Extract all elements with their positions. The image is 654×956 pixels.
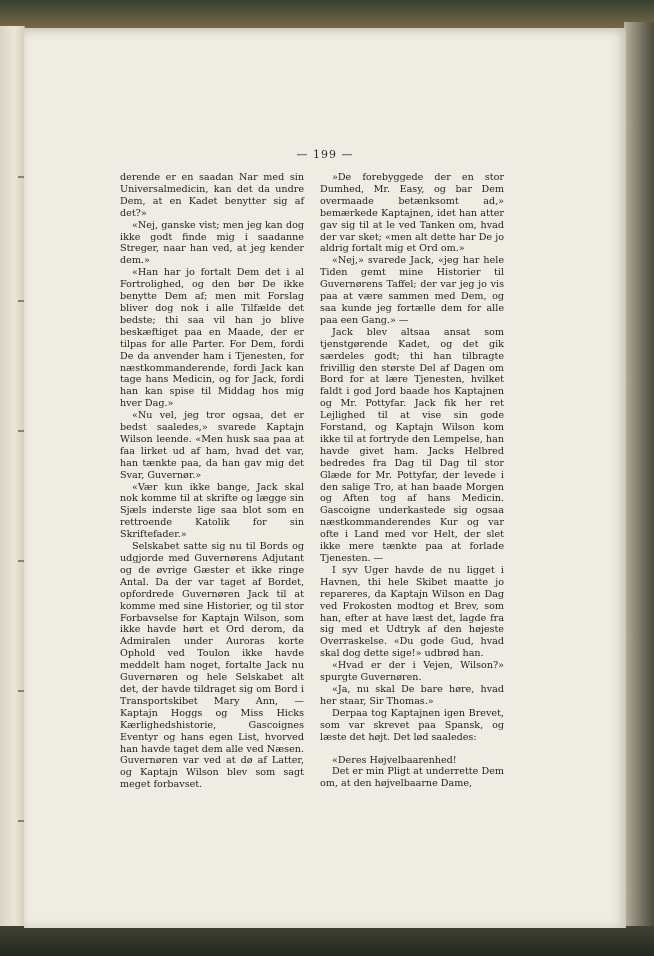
paragraph: «Nu vel, jeg tror ogsaa, det er bedst saaledes,» svarede Kaptajn Wilson leende. «Men husk saa paa at faa lirket ud af ham, hvad det var, han tænkte paa, da han gav mig det Svar, Guvernør.»	[120, 410, 304, 481]
letter-greeting: «Deres Højvelbaarenhed!	[332, 754, 457, 766]
paragraph: Derpaa tog Kaptajnen igen Brevet, som var skrevet paa Spansk, og læste det højt. Det lød saaledes:	[320, 707, 504, 743]
paragraph: derende er en saadan Nar med sin Universalmedicin, kan det da undre Dem, at en Kadet benytter sig af det?»	[120, 172, 304, 219]
paragraph: »De forebyggede der en stor Dumhed, Mr. Easy, og bar Dem overmaade betænksomt ad,» bemærkede Kaptajnen, idet han atter gav sig til at le ved Tanken om, hvad der var sket; «men alt dette har De jo aldrig fortalt mig et Ord om.»	[320, 172, 504, 255]
facing-page-edge	[0, 26, 25, 932]
letter-first-line: Det er min Pligt at underrette Dem om, at den højvelbaarne Dame,	[320, 766, 504, 790]
paragraph: Jack blev altsaa ansat som tjenstgørende Kadet, og det gik særdeles godt; thi han tilbragte frivillig den største Del af Dagen om Bord for at lære Tjenesten, hvilket faldt i god Jord baade hos Kaptajnen og Mr. Pottyfar. Jack fik her ret Lejlighed til at vise sin gode Forstand, og Kaptajn Wilson kom ikke til at fortryde den Lempelse, han havde givet ham. Jacks Helbred bedredes fra Dag til Dag til stor Glæde for Mr. Pottyfar, der levede i den salige Tro, at han baade Morgen og Aften tog af hans Medicin. Gascoigne underkastede sig ogsaa næstkommanderendes Kur og var ofte i Land med vor Helt, der slet ikke mere tænkte paa at forlade Tjenesten. —	[320, 326, 504, 564]
paragraph: «Han har jo fortalt Dem det i al Fortrolighed, og den bør De ikke benytte Dem af; men mit Forslag bliver dog nok i alle Tilfælde det bedste; thi saa vil han jo blive beskæftiget paa en Maade, der er tilpas for alle Parter. For Dem, fordi De da anvender ham i Tjenesten, for næstkommanderende, fordi Jack kan tage hans Medicin, og for Jack, fordi han kan spise til Middag hos mig hver Dag.»	[120, 267, 304, 410]
page-number: — 199 —	[296, 148, 354, 161]
right-text-column	[320, 172, 504, 790]
page-stack-edge	[624, 22, 654, 934]
paragraph: «Vær kun ikke bange, Jack skal nok komme til at skrifte og lægge sin Sjæls inderste lige saa blot som en rettroende Katolik for sin Skriftefader.»	[120, 481, 304, 541]
paragraph: I syv Uger havde de nu ligget i Havnen, thi hele Skibet maatte jo repareres, da Kaptajn Wilson en Dag ved Frokosten modtog et Brev, som han, efter at have læst det, lagde fra sig med et Udtryk af den højeste Overraskelse. «Du gode Gud, hvad skal dog dette sige!» udbrød han.	[320, 564, 504, 660]
paragraph: «Nej, ganske vist; men jeg kan dog ikke godt finde mig i saadanne Streger, naar han ved, at jeg kender dem.»	[120, 219, 304, 267]
paragraph: «Hvad er der i Vejen, Wilson?» spurgte Guvernøren.	[320, 660, 504, 684]
book-cover-bottom	[0, 926, 654, 956]
paragraph: «Nej,» svarede Jack, «jeg har hele Tiden gemt mine Historier til Guvernørens Taffel; der var jeg jo vis paa at være sammen med Dem, og saa kunde jeg fortælle dem for alle paa een Gang.» —	[320, 255, 504, 326]
left-text-column	[120, 172, 304, 791]
paragraph: Selskabet satte sig nu til Bords og udgjorde med Guvernørens Adjutant og de øvrige Gæster et ikke ringe Antal. Da der var taget af Bordet, opfordrede Guvernøren Jack til at komme med sine Historier, og til stor Forbavselse for Kaptajn Wilson, som ikke havde hørt et Ord derom, da Admiralen under Auroras korte Ophold ved Toulon ikke havde meddelt ham noget, fortalte Jack nu Guvernøren og hele Selskabet alt det, der havde tildraget sig om Bord i Transportskibet Mary Ann, — Kaptajn Hoggs og Miss Hicks Kærlighedshistorie, Gascoignes Eventyr og hans egen List, hvorved han havde taget dem alle ved Næsen. Guvernøren var ved at dø af Latter, og Kaptajn Wilson blev som sagt meget forbavset.	[120, 541, 304, 791]
paragraph: «Ja, nu skal De bare høre, hvad her staar, Sir Thomas.»	[320, 683, 504, 707]
book-page	[24, 28, 626, 928]
book-cover-top	[0, 0, 654, 30]
